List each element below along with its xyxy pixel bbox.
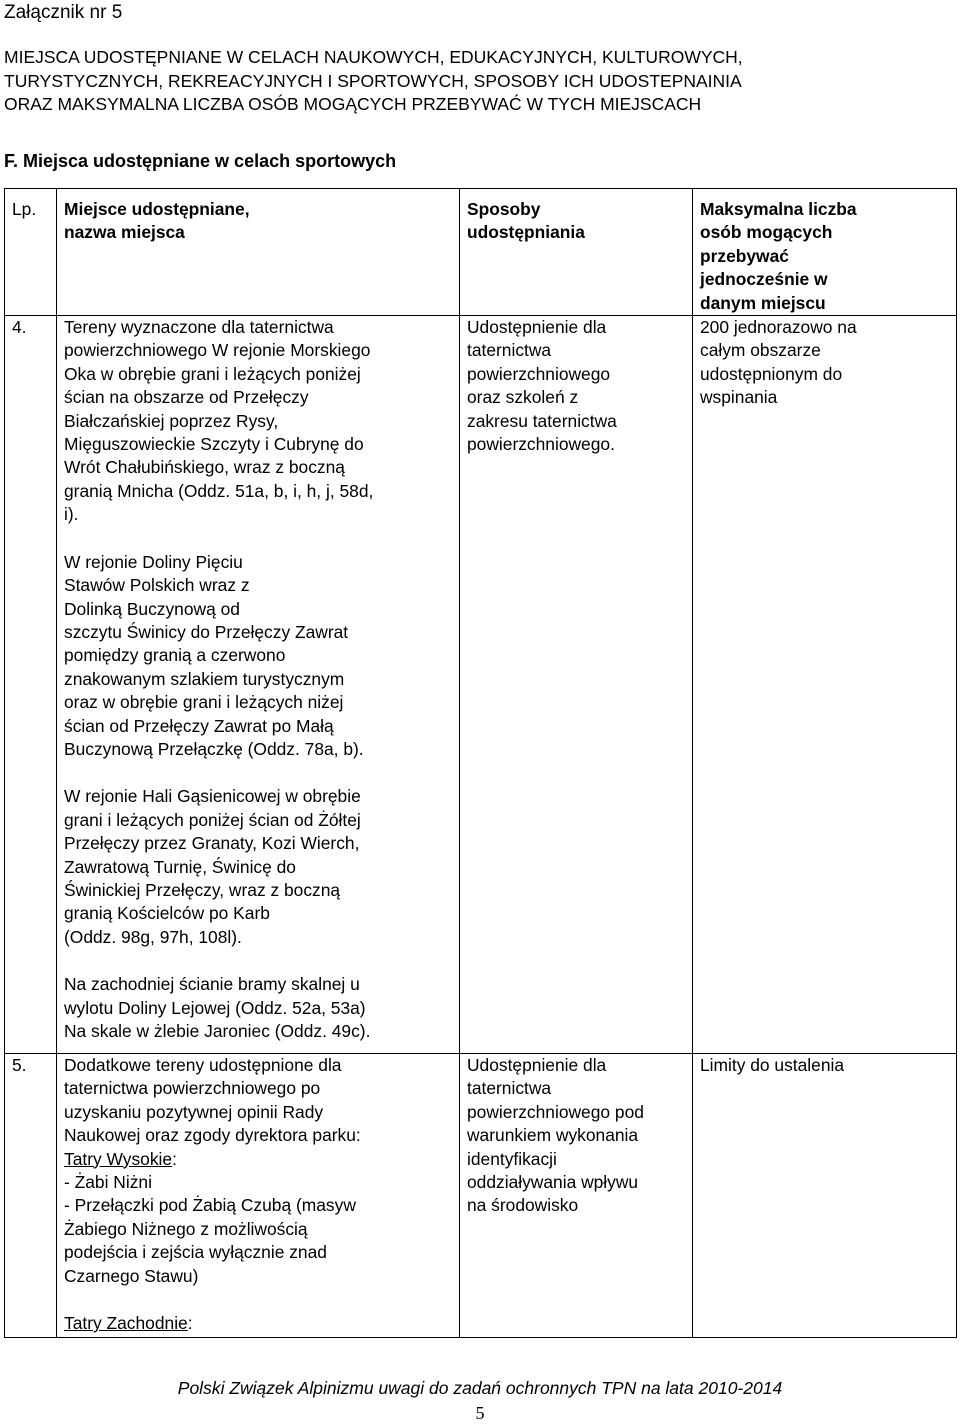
page-footer: Polski Związek Alpinizmu uwagi do zadań ochronnych TPN na lata 2010-2014	[177, 1378, 783, 1398]
annex-label: Załącznik nr 5	[4, 2, 123, 23]
region-heading: Tatry Wysokie:	[64, 1148, 177, 1169]
place-paragraph: Dodatkowe tereny udostępnione dla taternictwa powierzchniowego po uzyskaniu pozytywnej opinii Rady Naukowej oraz zgody dyrektora parku:	[64, 1055, 361, 1146]
place-paragraph: Tereny wyznaczone dla taternictwa powierzchniowego W rejonie Morskiego Oka w obrębie grani i leżących poniżej ścian na obszarze od Przełęczy Białczańskiej poprzez Rysy, Mięguszowieckie Szczyty i Cubrynę do Wrót Chałubińskiego, wraz z boczną granią Mnicha (Oddz. 51a, b, i, h, j, 58d, i).	[64, 317, 374, 525]
place-description	[57, 316, 460, 1054]
max-people: 200 jednorazowo na całym obszarze udostępnionym do wspinania	[693, 316, 957, 1054]
place-paragraph: W rejonie Doliny Pięciu Stawów Polskich wraz z Dolinką Buczynową od szczytu Świnicy do Przełęczy Zawrat pomiędzy granią a czerwono znakowanym szlakiem turystycznym oraz w obrębie grani i leżących niżej ścian od Przełęczy Zawrat po Małą Buczynową Przełączkę (Oddz. 78a, b).	[64, 551, 364, 759]
place-paragraph: W rejonie Hali Gąsienicowej w obrębie grani i leżących poniżej ścian od Żółtej Przełęczy przez Granaty, Kozi Wierch, Zawratową Turnię, Świnicę do Świnickiej Przełęczy, wraz z boczną granią Kościelców po Karb (Oddz. 98g, 97h, 108l).	[64, 786, 361, 947]
place-paragraph: - Żabi Niżni - Przełączki pod Żabią Czubą (masyw Żabiego Niżnego z możliwością podejścia i zejścia wyłącznie znad Czarnego Stawu)	[64, 1172, 356, 1286]
table-row	[5, 316, 957, 1054]
place-description	[57, 1054, 460, 1338]
max-people: Limity do ustalenia	[693, 1054, 957, 1338]
header-max-people: Maksymalna liczba osób mogących przebywać jednocześnie w danym miejscu	[693, 189, 957, 316]
region-heading: Tatry Zachodnie:	[64, 1313, 193, 1334]
table-row	[5, 1054, 957, 1338]
table-header-row	[5, 189, 957, 316]
header-place: Miejsce udostępniane, nazwa miejsca	[57, 189, 460, 316]
row-number: 4.	[5, 316, 57, 1054]
page-number: 5	[475, 1403, 485, 1423]
document-title: MIEJSCA UDOSTĘPNIANE W CELACH NAUKOWYCH, EDUKACYJNYCH, KULTUROWYCH, TURYSTYCZNYCH, REKREACYJNYCH I SPORTOWYCH, SPOSOBY ICH UDOSTEPNAINIA ORAZ MAKSYMALNA LICZBA OSÓB MOGĄCYCH PRZEBYWAĆ W TYCH MIEJSCACH	[4, 47, 743, 114]
access-method: Udostępnienie dla taternictwa powierzchniowego pod warunkiem wykonania identyfikacji oddziaływania wpływu na środowisko	[460, 1054, 693, 1338]
access-method: Udostępnienie dla taternictwa powierzchniowego oraz szkoleń z zakresu taternictwa powierzchniowego.	[460, 316, 693, 1054]
place-paragraph: Na zachodniej ścianie bramy skalnej u wylotu Doliny Lejowej (Oddz. 52a, 53a) Na skale w żlebie Jaroniec (Oddz. 49c).	[64, 974, 371, 1041]
places-table	[4, 188, 957, 1338]
section-title: F. Miejsca udostępniane w celach sportowych	[4, 151, 397, 171]
header-lp: Lp.	[5, 189, 57, 316]
header-method: Sposoby udostępniania	[460, 189, 693, 316]
row-number: 5.	[5, 1054, 57, 1338]
